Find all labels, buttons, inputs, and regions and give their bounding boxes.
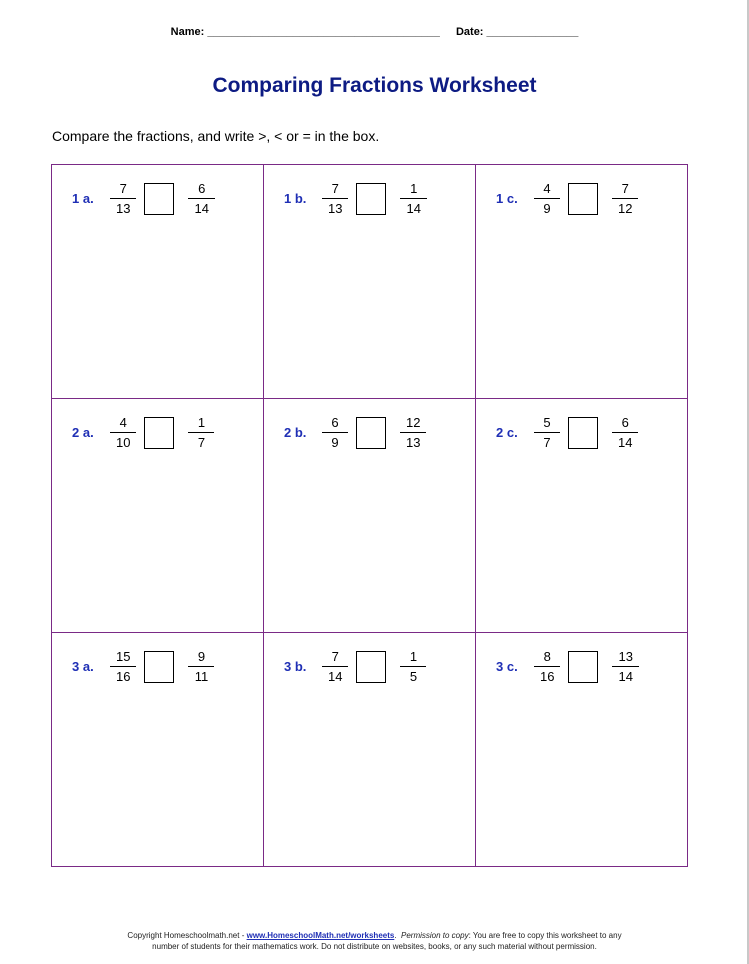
permission-label: Permission to copy (401, 931, 469, 940)
denominator: 14 (322, 666, 348, 684)
right-fraction (612, 181, 638, 216)
problem-cell (476, 399, 687, 633)
denominator: 13 (400, 432, 426, 450)
denominator: 10 (110, 432, 136, 450)
denominator: 7 (188, 432, 214, 450)
numerator: 6 (198, 181, 206, 196)
denominator: 12 (612, 198, 638, 216)
denominator: 13 (110, 198, 136, 216)
right-fraction (400, 181, 426, 216)
footer-line-2: number of students for their mathematics work. Do not distribute on websites, books, or any such material without permission. (152, 942, 597, 951)
answer-box[interactable] (356, 183, 386, 215)
numerator: 6 (621, 415, 629, 430)
answer-box[interactable] (356, 651, 386, 683)
problem-cell (476, 633, 687, 866)
numerator: 8 (543, 649, 551, 664)
left-fraction (322, 649, 348, 684)
right-fraction (612, 415, 638, 450)
right-fraction (400, 649, 426, 684)
name-label: Name: (170, 26, 205, 38)
denominator: 13 (322, 198, 348, 216)
worksheets-link[interactable]: www.HomeschoolMath.net/worksheets (246, 931, 395, 940)
right-fraction (188, 415, 214, 450)
problem-grid (51, 164, 688, 867)
problem-label: 1 a. (72, 191, 94, 206)
problem-cell (476, 165, 687, 399)
right-fraction (612, 649, 638, 684)
numerator: 15 (116, 649, 131, 664)
footer-line-1: Copyright Homeschoolmath.net - www.HomeschoolMath.net/worksheets. Permission to copy: You are free to copy this worksheet to any (127, 931, 622, 940)
denominator: 14 (612, 432, 638, 450)
numerator: 7 (331, 181, 339, 196)
permission-text: : You are free to copy this worksheet to any (468, 931, 622, 940)
right-fraction (400, 415, 426, 450)
numerator: 7 (119, 181, 127, 196)
problem-cell (264, 165, 476, 399)
answer-box[interactable] (144, 183, 174, 215)
problem-label: 2 a. (72, 425, 94, 440)
numerator: 7 (621, 181, 629, 196)
numerator: 12 (406, 415, 421, 430)
problem-cell (52, 633, 264, 866)
numerator: 5 (543, 415, 551, 430)
numerator: 1 (410, 181, 418, 196)
left-fraction (322, 415, 348, 450)
denominator: 11 (188, 666, 214, 684)
denominator: 16 (534, 666, 560, 684)
answer-box[interactable] (568, 651, 598, 683)
answer-box[interactable] (144, 651, 174, 683)
date-blank: _______________ (486, 26, 579, 38)
instructions: Compare the fractions, and write >, < or = in the box. (52, 128, 380, 144)
numerator: 4 (119, 415, 127, 430)
problem-label: 3 a. (72, 659, 94, 674)
problem-label: 3 b. (284, 659, 307, 674)
denominator: 7 (534, 432, 560, 450)
problem-cell (52, 399, 264, 633)
numerator: 13 (618, 649, 633, 664)
numerator: 4 (543, 181, 551, 196)
left-fraction (534, 649, 560, 684)
answer-box[interactable] (568, 183, 598, 215)
numerator: 1 (409, 649, 418, 664)
denominator: 14 (612, 666, 638, 684)
denominator: 5 (400, 666, 426, 684)
denominator: 9 (534, 198, 560, 216)
left-fraction (534, 181, 560, 216)
problem-cell (52, 165, 264, 399)
date-label: Date: (455, 26, 484, 38)
right-fraction (188, 181, 214, 216)
footer (0, 930, 749, 952)
left-fraction (110, 415, 136, 450)
numerator: 7 (331, 649, 339, 664)
numerator: 9 (197, 649, 206, 664)
numerator: 1 (197, 415, 206, 430)
right-fraction (188, 649, 214, 684)
problem-label: 3 c. (496, 659, 518, 674)
worksheet-title: Comparing Fractions Worksheet (212, 74, 537, 97)
problem-cell (264, 633, 476, 866)
problem-cell (264, 399, 476, 633)
answer-box[interactable] (356, 417, 386, 449)
problem-label: 2 c. (496, 425, 518, 440)
problem-label: 1 b. (284, 191, 307, 206)
denominator: 16 (110, 666, 136, 684)
denominator: 9 (322, 432, 348, 450)
name-blank: ______________________________________ (207, 26, 440, 38)
answer-box[interactable] (568, 417, 598, 449)
name-date-line (0, 26, 749, 38)
left-fraction (110, 181, 136, 216)
left-fraction (322, 181, 348, 216)
denominator: 14 (188, 198, 214, 216)
problem-label: 1 c. (496, 191, 518, 206)
left-fraction (110, 649, 136, 684)
copyright-text: Copyright Homeschoolmath.net - (127, 931, 247, 940)
answer-box[interactable] (144, 417, 174, 449)
left-fraction (534, 415, 560, 450)
problem-label: 2 b. (284, 425, 307, 440)
numerator: 6 (331, 415, 339, 430)
denominator: 14 (400, 198, 426, 216)
